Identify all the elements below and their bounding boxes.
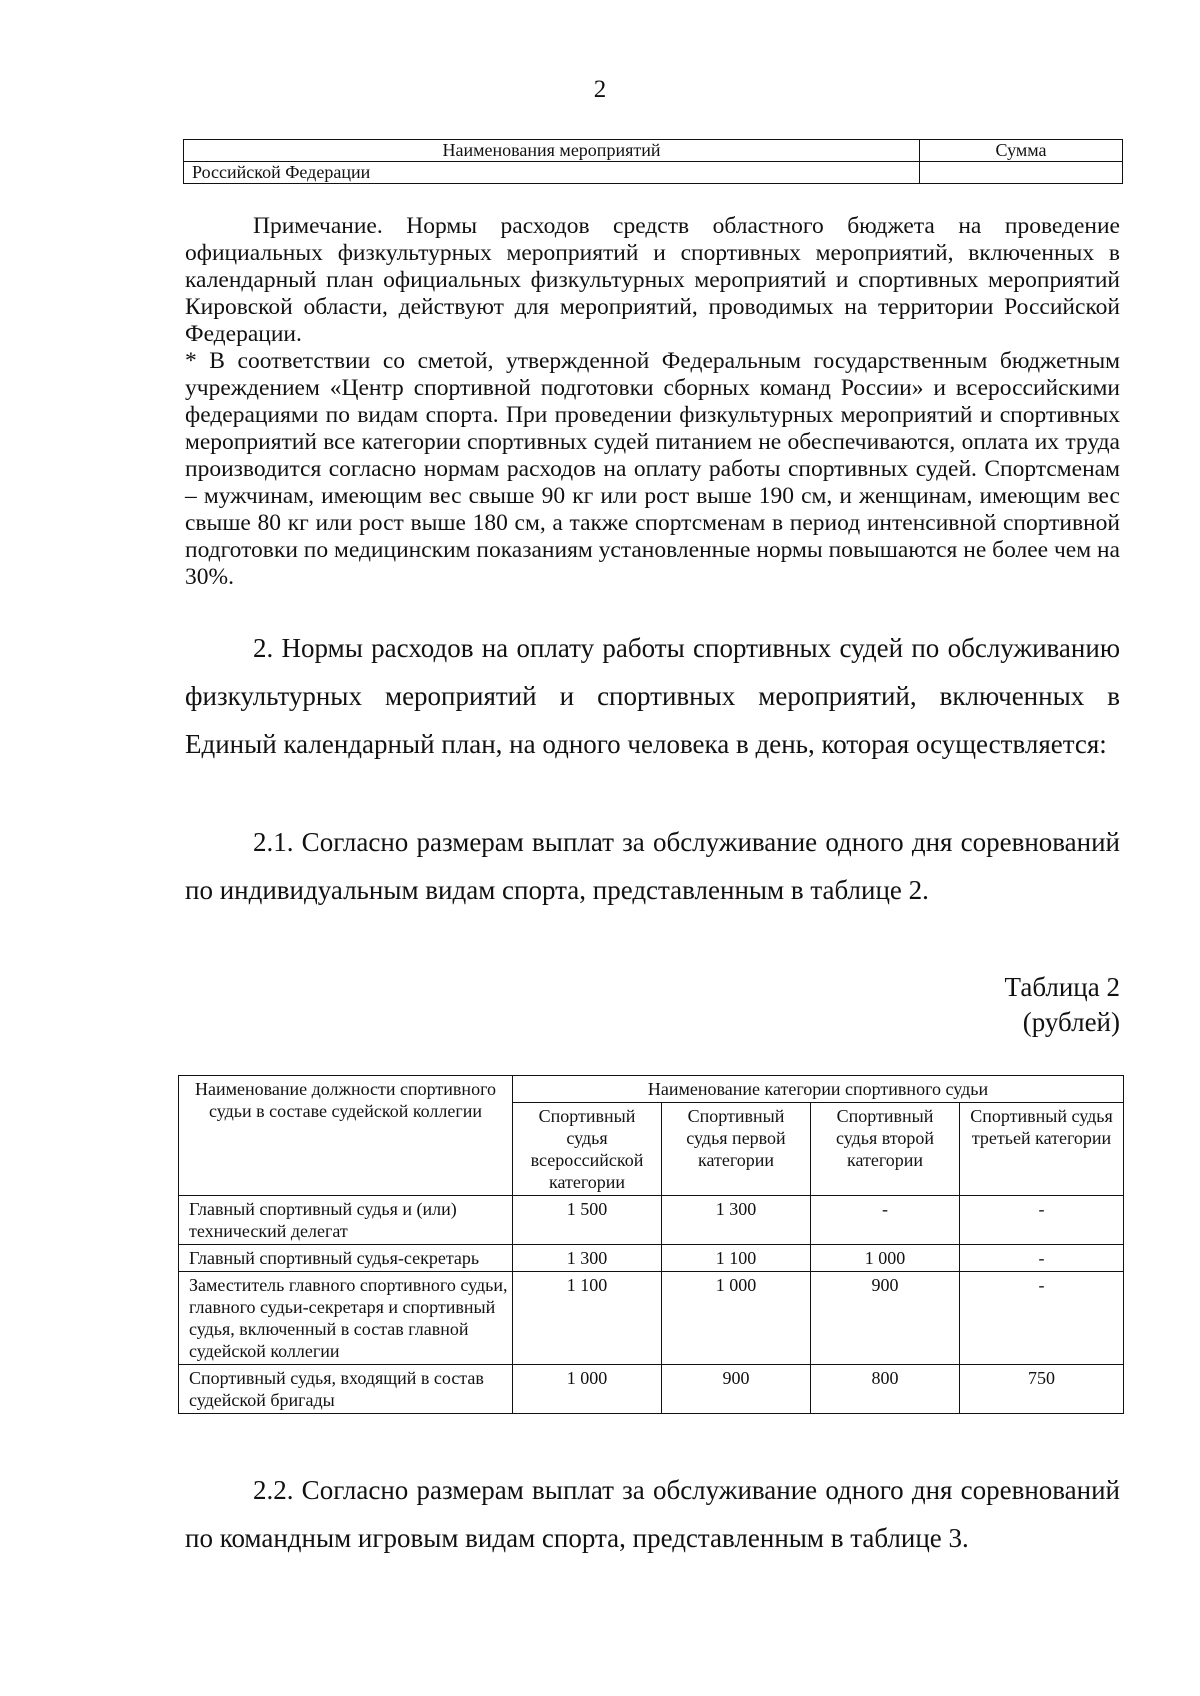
value-cell: 900 <box>662 1365 811 1414</box>
note-paragraph: Примечание. Нормы расходов средств областного бюджета на проведение официальных физкультурных мероприятий и спортивных мероприятий, включенных в календарный план официальных физкультурных мероприятий и спортивных мероприятий Кировской области, действуют для мероприятий, проводимых на территории Российской Федерации. <box>185 213 1120 347</box>
footnote-paragraph: * В соответствии со сметой, утвержденной Федеральным государственным бюджетным учреждением «Центр спортивной подготовки сборных команд России» и всероссийскими федерациями по видам спорта. При проведении физкультурных мероприятий и спортивных мероприятий все категории спортивных судей питанием не обеспечиваются, оплата их труда производится согласно нормам расходов на оплату работы спортивных судей. Спортсменам – мужчинам, имеющим вес свыше 90 кг или рост выше 190 см, и женщинам, имеющим вес свыше 80 кг или рост выше 180 см, а также спортсменам в период интенсивной спортивной подготовки по медицинским показаниям установленные нормы повышаются не более чем на 30%. <box>185 348 1120 590</box>
table-header-row <box>184 140 1123 162</box>
section-2-1-text: 2.1. Согласно размерам выплат за обслуживание одного дня соревнований по индивидуальным видам спорта, представленным в таблице 2. <box>185 827 1120 905</box>
position-cell: Заместитель главного спортивного судьи, главного судьи-секретаря и спортивный судья, включенный в состав главной судейской коллегии <box>179 1272 513 1365</box>
value-cell: 1 000 <box>513 1365 662 1414</box>
value-cell: 1 000 <box>662 1272 811 1365</box>
value-cell: 1 500 <box>513 1196 662 1245</box>
value-cell: - <box>811 1196 960 1245</box>
value-cell: - <box>960 1272 1124 1365</box>
category-header: Спортивный судья всероссийской категории <box>513 1103 662 1196</box>
sum-header: Сумма <box>920 140 1123 162</box>
value-cell: 750 <box>960 1365 1124 1414</box>
events-name-header: Наименования мероприятий <box>184 140 920 162</box>
section-2-1-paragraph <box>185 818 1120 914</box>
sum-cell <box>920 162 1123 184</box>
value-cell: 1 300 <box>662 1196 811 1245</box>
page-number: 2 <box>593 76 607 103</box>
events-sum-table <box>183 139 1123 184</box>
category-header: Спортивный судья второй категории <box>811 1103 960 1196</box>
table-2-caption <box>1005 970 1120 1040</box>
events-name-cell: Российской Федерации <box>184 162 920 184</box>
table-row <box>179 1272 1124 1365</box>
table-row <box>179 1196 1124 1245</box>
value-cell: 1 100 <box>513 1272 662 1365</box>
table-row <box>184 162 1123 184</box>
category-header: Спортивный судья третьей категории <box>960 1103 1124 1196</box>
value-cell: - <box>960 1196 1124 1245</box>
value-cell: - <box>960 1245 1124 1272</box>
value-cell: 800 <box>811 1365 960 1414</box>
position-cell: Главный спортивный судья-секретарь <box>179 1245 513 1272</box>
section-2-text: 2. Нормы расходов на оплату работы спортивных судей по обслуживанию физкультурных мероприятий и спортивных мероприятий, включенных в Единый календарный план, на одного человека в день, которая осуществляется: <box>185 633 1120 759</box>
value-cell: 1 300 <box>513 1245 662 1272</box>
table-2-units: (рублей) <box>1022 1007 1120 1037</box>
position-header: Наименование должности спортивного судьи в составе судейской коллегии <box>179 1076 513 1196</box>
category-header: Спортивный судья первой категории <box>662 1103 811 1196</box>
category-group-header: Наименование категории спортивного судьи <box>513 1076 1124 1103</box>
section-2-paragraph <box>185 624 1120 768</box>
value-cell: 900 <box>811 1272 960 1365</box>
note-block <box>185 213 1120 591</box>
table-header-row <box>179 1076 1124 1103</box>
table-2-title: Таблица 2 <box>1004 972 1120 1002</box>
position-cell: Главный спортивный судья и (или) технический делегат <box>179 1196 513 1245</box>
position-cell: Спортивный судья, входящий в состав судейской бригады <box>179 1365 513 1414</box>
value-cell: 1 100 <box>662 1245 811 1272</box>
section-2-2-text: 2.2. Согласно размерам выплат за обслуживание одного дня соревнований по командным игровым видам спорта, представленным в таблице 3. <box>185 1475 1120 1553</box>
section-2-2-paragraph <box>185 1466 1120 1562</box>
value-cell: 1 000 <box>811 1245 960 1272</box>
table-row <box>179 1245 1124 1272</box>
judges-payment-table <box>178 1075 1124 1414</box>
table-row <box>179 1365 1124 1414</box>
